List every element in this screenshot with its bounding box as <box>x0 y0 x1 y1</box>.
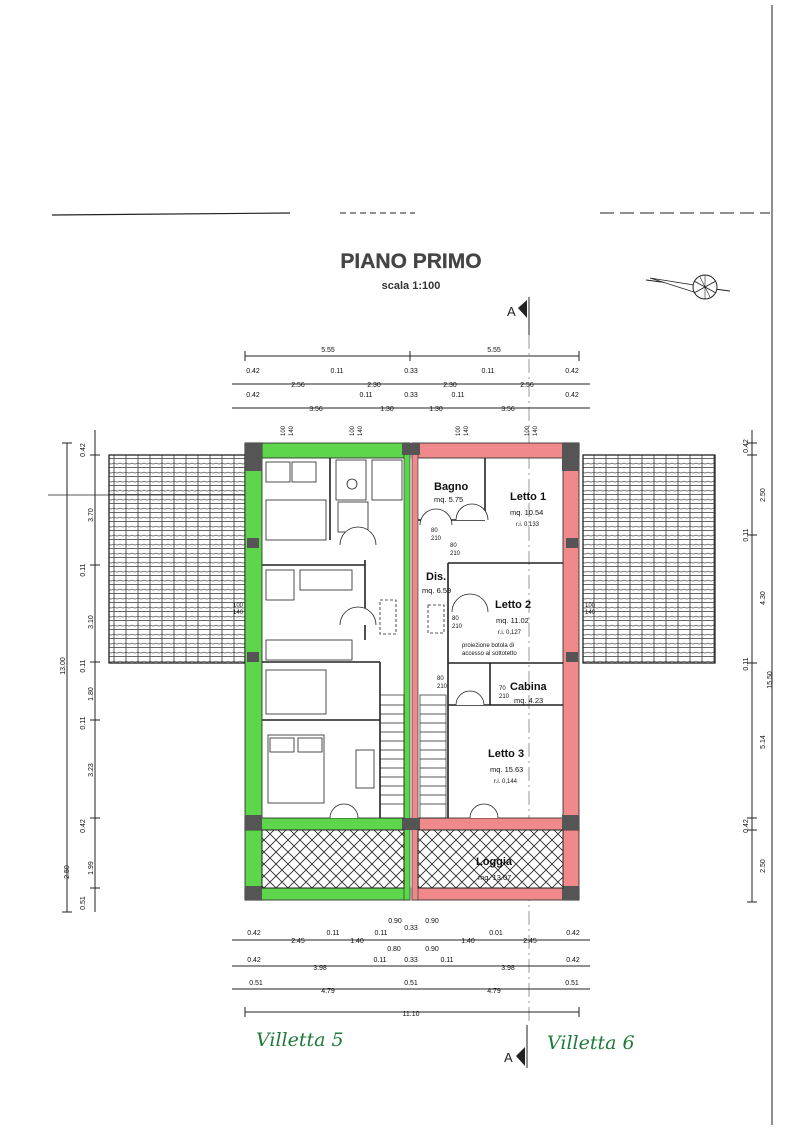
dim-top-r3-6: 0.11 <box>451 392 465 399</box>
window-dim: 140 <box>289 425 295 436</box>
side-window-dim: 100 <box>585 603 596 609</box>
window-dim: 140 <box>358 425 364 436</box>
dim-top-r2-0: 0.42 <box>246 368 260 375</box>
furniture-left <box>266 460 402 818</box>
dim-top-r3-1: 3.56 <box>309 406 323 413</box>
staircase-left <box>380 695 404 818</box>
room-cabina-area: mq. 4.23 <box>514 696 544 705</box>
dim-top-r3-2: 0.11 <box>359 392 373 399</box>
dim-top-r2-7: 2.56 <box>520 382 534 389</box>
dim-bot-r1-10: 2.45 <box>523 938 537 945</box>
dim-bot-r2-1: 3.98 <box>313 965 327 972</box>
side-window-dim: 140 <box>585 610 596 616</box>
dim-left-6: 0.11 <box>80 716 87 730</box>
door-size: 210 <box>437 684 448 690</box>
room-letto2-area: mq. 11.02 <box>496 616 529 625</box>
dim-bot-r2-7: 3.98 <box>501 965 515 972</box>
dim-bot-r1-11: 0.42 <box>566 930 580 937</box>
dim-top-r3-4: 0.33 <box>404 392 418 399</box>
room-letto3-ri: r.i. 0,144 <box>494 779 518 785</box>
room-letto1-ri: r.i. 0,133 <box>516 522 540 528</box>
dim-right-5: 5.14 <box>760 735 767 749</box>
room-bagno-area: mq. 5.75 <box>434 495 464 504</box>
dim-top-r2-4: 0.33 <box>404 368 418 375</box>
svg-text:A: A <box>504 1050 513 1065</box>
dim-bot-r3-1: 4.79 <box>321 988 335 995</box>
dim-bot-r2-6: 0.11 <box>440 957 454 964</box>
door-size: 210 <box>431 536 442 542</box>
door-size: 80 <box>450 543 457 549</box>
door-size: 70 <box>499 686 506 692</box>
room-dis-name: Dis. <box>426 571 447 583</box>
svg-text:A: A <box>507 304 516 319</box>
dim-right-6: 0.42 <box>743 819 750 833</box>
unit-label-villetta-6: Villetta 6 <box>547 1032 635 1054</box>
staircase-right <box>420 695 446 818</box>
dim-top-r1-1: 5.55 <box>487 347 501 354</box>
dim-bot-r1-3: 1.40 <box>350 938 364 945</box>
unit-label-villetta-5: Villetta 5 <box>256 1029 344 1051</box>
dim-bot-r2-0: 0.42 <box>247 957 261 964</box>
dim-bot-r1-9: 0.01 <box>489 930 503 937</box>
dim-left-11: 0.51 <box>80 896 87 910</box>
dim-left-10: 1.99 <box>88 861 95 875</box>
dim-bot-r3-0: 0.51 <box>249 980 263 987</box>
dim-top-r2-8: 0.42 <box>565 368 579 375</box>
window-dim: 100 <box>281 425 287 436</box>
plan-scale: scala 1:100 <box>381 280 441 292</box>
dim-right-1: 2.50 <box>760 488 767 502</box>
dim-bot-r1-2: 0.11 <box>326 930 340 937</box>
dim-right-4: 0.11 <box>743 657 750 671</box>
door-size: 210 <box>450 551 461 557</box>
scan-edge-line <box>52 213 290 215</box>
dim-bot-r1-1: 2.45 <box>291 938 305 945</box>
dim-bot-r1-4: 0.11 <box>374 930 388 937</box>
dim-left-5: 1.80 <box>88 687 95 701</box>
dim-left-2: 0.11 <box>80 563 87 577</box>
room-letto1-name: Letto 1 <box>510 491 547 503</box>
note-botola-1: proiezione botola di <box>462 643 515 649</box>
dim-bot-r2-4: 0.33 <box>404 957 418 964</box>
dim-bot-r1-5: 0.90 <box>388 918 402 925</box>
room-letto1-area: mq. 10.54 <box>510 508 544 517</box>
dim-top-r3-0: 0.42 <box>246 392 260 399</box>
dim-bot-r2-8: 0.42 <box>566 957 580 964</box>
dim-bot-r3-2: 0.51 <box>404 980 418 987</box>
dim-bot-r2-2: 0.11 <box>373 957 387 964</box>
room-letto3-area: mq. 15.63 <box>490 765 524 774</box>
dim-top-r3-7: 3.56 <box>501 406 515 413</box>
roof-right <box>583 455 715 663</box>
dim-left-8: 0.42 <box>80 819 87 833</box>
window-dim: 140 <box>533 425 539 436</box>
dim-top-r2-3: 2.30 <box>367 382 381 389</box>
dim-bottom-total: 11.10 <box>402 1011 420 1018</box>
room-letto2-ri: r.i. 0,127 <box>498 630 522 636</box>
dim-bot-r2-3: 0.80 <box>387 946 401 953</box>
bottom-dimensions <box>232 940 590 1017</box>
dim-left-0: 0.42 <box>80 443 87 457</box>
plan-title: PIANO PRIMO <box>340 250 482 273</box>
roof-left <box>109 455 245 663</box>
room-loggia-area: mq. 13.07 <box>478 873 512 882</box>
side-window-dim: 140 <box>233 610 244 616</box>
door-size: 80 <box>431 528 438 534</box>
dim-right-2: 0.11 <box>743 528 750 542</box>
dim-top-r3-5: 1.30 <box>429 406 443 413</box>
door-size: 80 <box>437 676 444 682</box>
window-dim: 100 <box>525 425 531 436</box>
room-letto3-name: Letto 3 <box>488 748 525 760</box>
room-bagno-name: Bagno <box>434 481 469 493</box>
dim-top-r3-8: 0.42 <box>565 392 579 399</box>
door-size: 210 <box>499 694 510 700</box>
dim-top-r2-5: 2.30 <box>443 382 457 389</box>
room-letto2-name: Letto 2 <box>495 599 532 611</box>
dim-left-3: 3.10 <box>88 615 95 629</box>
dim-top-r1-0: 5.55 <box>321 347 335 354</box>
dim-top-r2-6: 0.11 <box>481 368 495 375</box>
dim-bot-r2-5: 0.90 <box>425 946 439 953</box>
dim-left-7: 3.23 <box>88 763 95 777</box>
dim-top-r3-3: 1.30 <box>380 406 394 413</box>
window-dim: 100 <box>350 425 356 436</box>
section-marker-top <box>507 297 529 335</box>
dim-top-r2-1: 2.56 <box>291 382 305 389</box>
dim-left-1: 3.70 <box>88 508 95 522</box>
window-dim: 100 <box>456 425 462 436</box>
dim-bot-r1-7: 0.90 <box>425 918 439 925</box>
dim-left-4: 0.11 <box>80 659 87 673</box>
dim-right-0: 0.42 <box>743 439 750 453</box>
door-size: 80 <box>452 616 459 622</box>
dim-bot-r3-3: 4.79 <box>487 988 501 995</box>
window-dim: 140 <box>464 425 470 436</box>
note-botola-2: accesso al sottotetto <box>462 651 517 657</box>
section-marker-bottom <box>504 1025 527 1068</box>
dim-left-total: 13.00 <box>60 657 67 675</box>
dim-bot-r1-6: 0.33 <box>404 925 418 932</box>
dim-bot-r3-4: 0.51 <box>565 980 579 987</box>
dim-left-9: 2.50 <box>64 865 71 879</box>
room-loggia-name: Loggia <box>476 856 513 868</box>
north-arrow-icon <box>646 275 730 299</box>
dim-bot-r1-8: 1.40 <box>461 938 475 945</box>
side-window-dim: 100 <box>233 603 244 609</box>
dim-right-3: 4.30 <box>760 591 767 605</box>
dim-right-7: 2.50 <box>760 859 767 873</box>
dim-top-r2-2: 0.11 <box>330 368 344 375</box>
door-size: 210 <box>452 624 463 630</box>
dim-bot-r1-0: 0.42 <box>247 930 261 937</box>
room-dis-area: mq. 6.59 <box>422 586 452 595</box>
room-cabina-name: Cabina <box>510 681 547 693</box>
loggia-left-floor <box>262 830 404 888</box>
dim-right-total: 15.50 <box>767 671 774 689</box>
top-dimensions <box>232 351 590 408</box>
